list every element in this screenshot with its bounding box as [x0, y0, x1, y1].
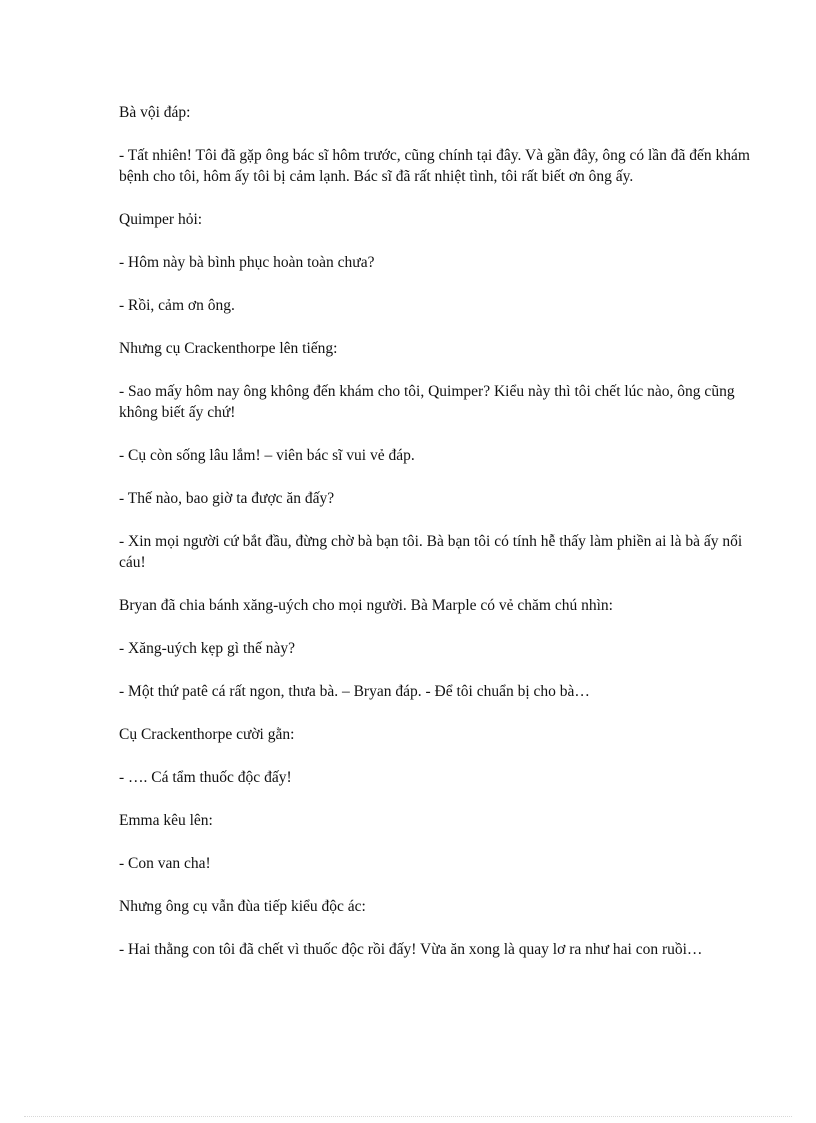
paragraph: - Tất nhiên! Tôi đã gặp ông bác sĩ hôm trước, cũng chính tại đây. Và gần đây, ông có lần đã đến khám bệnh cho tôi, hôm ấy tôi bị cảm lạnh. Bác sĩ đã rất nhiệt tình, tôi rất biết ơn ông ấy. [119, 147, 750, 185]
paragraph: Bà vội đáp: [119, 104, 191, 121]
paragraph: - Thế nào, bao giờ ta được ăn đấy? [119, 490, 335, 507]
paragraph: Quimper hỏi: [119, 211, 203, 228]
paragraph: - Rồi, cảm ơn ông. [119, 297, 235, 314]
paragraph: - Hai thằng con tôi đã chết vì thuốc độc rồi đấy! Vừa ăn xong là quay lơ ra như hai con ruồi… [119, 941, 703, 958]
paragraph: Cụ Crackenthorpe cười gằn: [119, 726, 295, 743]
paragraph: - Sao mấy hôm nay ông không đến khám cho tôi, Quimper? Kiểu này thì tôi chết lúc nào, ông cũng không biết ấy chứ! [119, 383, 735, 421]
paragraph: - Xin mọi người cứ bắt đầu, đừng chờ bà bạn tôi. Bà bạn tôi có tính hễ thấy làm phiền ai là bà ấy nổi cáu! [119, 533, 743, 571]
page-bottom-rule [24, 1116, 792, 1117]
document-body [119, 102, 759, 982]
paragraph: - …. Cá tẩm thuốc độc đấy! [119, 769, 292, 786]
paragraph: Nhưng cụ Crackenthorpe lên tiếng: [119, 340, 338, 357]
paragraph: - Xăng-uých kẹp gì thế này? [119, 640, 296, 657]
paragraph: - Cụ còn sống lâu lắm! – viên bác sĩ vui vẻ đáp. [119, 447, 415, 464]
paragraph: Emma kêu lên: [119, 812, 213, 829]
paragraph: - Con van cha! [119, 855, 211, 872]
paragraph: - Hôm này bà bình phục hoàn toàn chưa? [119, 254, 375, 271]
paragraph: Bryan đã chia bánh xăng-uých cho mọi người. Bà Marple có vẻ chăm chú nhìn: [119, 597, 613, 614]
paragraph: - Một thứ patê cá rất ngon, thưa bà. – Bryan đáp. - Để tôi chuẩn bị cho bà… [119, 683, 590, 700]
paragraph: Nhưng ông cụ vẫn đùa tiếp kiểu độc ác: [119, 898, 366, 915]
